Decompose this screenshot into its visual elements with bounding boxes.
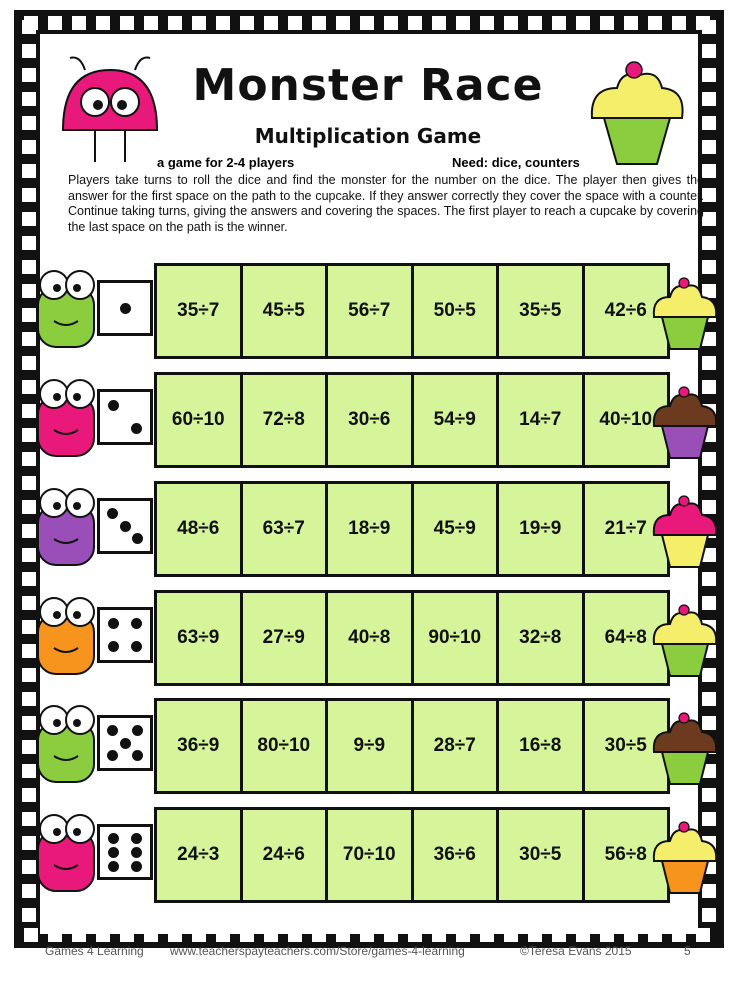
- track-space[interactable]: 32÷8: [499, 593, 582, 683]
- die-pip: [120, 738, 131, 749]
- die-icon-1: [97, 280, 153, 336]
- track-space[interactable]: 54÷9: [414, 375, 497, 465]
- track-space[interactable]: 40÷10: [585, 375, 668, 465]
- track-space[interactable]: 63÷7: [243, 484, 326, 574]
- die-pip: [131, 833, 142, 844]
- border-right-holes: [702, 20, 716, 938]
- track-space[interactable]: 56÷8: [585, 810, 668, 900]
- die-pip: [131, 618, 142, 629]
- track-space[interactable]: 30÷6: [328, 375, 411, 465]
- page-subtitle: Multiplication Game: [254, 124, 482, 148]
- die-pip: [107, 508, 118, 519]
- track-space[interactable]: 50÷5: [414, 266, 497, 356]
- footer-url: www.teacherspayteachers.com/Store/games-4-learning: [170, 944, 465, 958]
- footer-page-number: 5: [684, 944, 691, 958]
- die-pip: [132, 750, 143, 761]
- track-space[interactable]: 64÷8: [585, 593, 668, 683]
- track-row-5: [154, 698, 670, 794]
- track-space[interactable]: 36÷6: [414, 810, 497, 900]
- track-space[interactable]: 45÷9: [414, 484, 497, 574]
- die-pip: [108, 833, 119, 844]
- cupcake-icon: [648, 493, 722, 571]
- track-space[interactable]: 14÷7: [499, 375, 582, 465]
- track-space[interactable]: 60÷10: [157, 375, 240, 465]
- track-space[interactable]: 30÷5: [499, 810, 582, 900]
- track-space[interactable]: 90÷10: [414, 593, 497, 683]
- die-pip: [120, 521, 131, 532]
- die-icon-6: [97, 824, 153, 880]
- track-space[interactable]: 27÷9: [243, 593, 326, 683]
- track-space[interactable]: 24÷6: [243, 810, 326, 900]
- track-space[interactable]: 70÷10: [328, 810, 411, 900]
- die-pip: [132, 725, 143, 736]
- track-space[interactable]: 9÷9: [328, 701, 411, 791]
- cupcake-icon: [648, 819, 722, 897]
- track-row-2: [154, 372, 670, 468]
- die-pip: [120, 303, 131, 314]
- die-icon-5: [97, 715, 153, 771]
- track-space[interactable]: 42÷6: [585, 266, 668, 356]
- footer-copyright: ©Teresa Evans 2015: [520, 944, 632, 958]
- track-row-6: [154, 807, 670, 903]
- track-space[interactable]: 19÷9: [499, 484, 582, 574]
- die-icon-3: [97, 498, 153, 554]
- player-count-text: a game for 2-4 players: [157, 155, 295, 170]
- die-pip: [108, 847, 119, 858]
- die-pip: [108, 618, 119, 629]
- die-pip: [132, 533, 143, 544]
- die-pip: [108, 641, 119, 652]
- track-space[interactable]: 21÷7: [585, 484, 668, 574]
- track-space[interactable]: 45÷5: [243, 266, 326, 356]
- die-pip: [131, 861, 142, 872]
- track-space[interactable]: 24÷3: [157, 810, 240, 900]
- die-pip: [108, 861, 119, 872]
- cupcake-icon: [648, 384, 722, 462]
- border-top-holes: [24, 16, 714, 30]
- rules-text: Players take turns to roll the dice and find the monster for the number on the dice. The player then gives the answer for the first space on the path to the cupcake. If they answer correctly they cover the space with a counter. Continue taking turns, giving the answers and covering the spaces. The first player to reach a cupcake by covering the last space on the path is the winner.: [68, 173, 704, 234]
- track-space[interactable]: 30÷5: [585, 701, 668, 791]
- track-space[interactable]: 48÷6: [157, 484, 240, 574]
- track-space[interactable]: 63÷9: [157, 593, 240, 683]
- track-row-3: [154, 481, 670, 577]
- cupcake-icon: [648, 275, 722, 353]
- track-space[interactable]: 36÷9: [157, 701, 240, 791]
- die-icon-4: [97, 607, 153, 663]
- track-row-1: [154, 263, 670, 359]
- die-pip: [107, 750, 118, 761]
- track-space[interactable]: 18÷9: [328, 484, 411, 574]
- footer-publisher: Games 4 Learning: [45, 944, 144, 958]
- die-pip: [108, 400, 119, 411]
- cupcake-icon: [648, 710, 722, 788]
- track-space[interactable]: 28÷7: [414, 701, 497, 791]
- die-icon-2: [97, 389, 153, 445]
- materials-text: Need: dice, counters: [452, 155, 580, 170]
- track-row-4: [154, 590, 670, 686]
- track-space[interactable]: 40÷8: [328, 593, 411, 683]
- page-title: Monster Race: [192, 60, 544, 111]
- track-space[interactable]: 16÷8: [499, 701, 582, 791]
- die-pip: [131, 847, 142, 858]
- track-space[interactable]: 35÷5: [499, 266, 582, 356]
- cupcake-icon: [648, 602, 722, 680]
- die-pip: [131, 641, 142, 652]
- die-pip: [131, 423, 142, 434]
- die-pip: [107, 725, 118, 736]
- track-space[interactable]: 72÷8: [243, 375, 326, 465]
- track-space[interactable]: 35÷7: [157, 266, 240, 356]
- track-space[interactable]: 80÷10: [243, 701, 326, 791]
- track-space[interactable]: 56÷7: [328, 266, 411, 356]
